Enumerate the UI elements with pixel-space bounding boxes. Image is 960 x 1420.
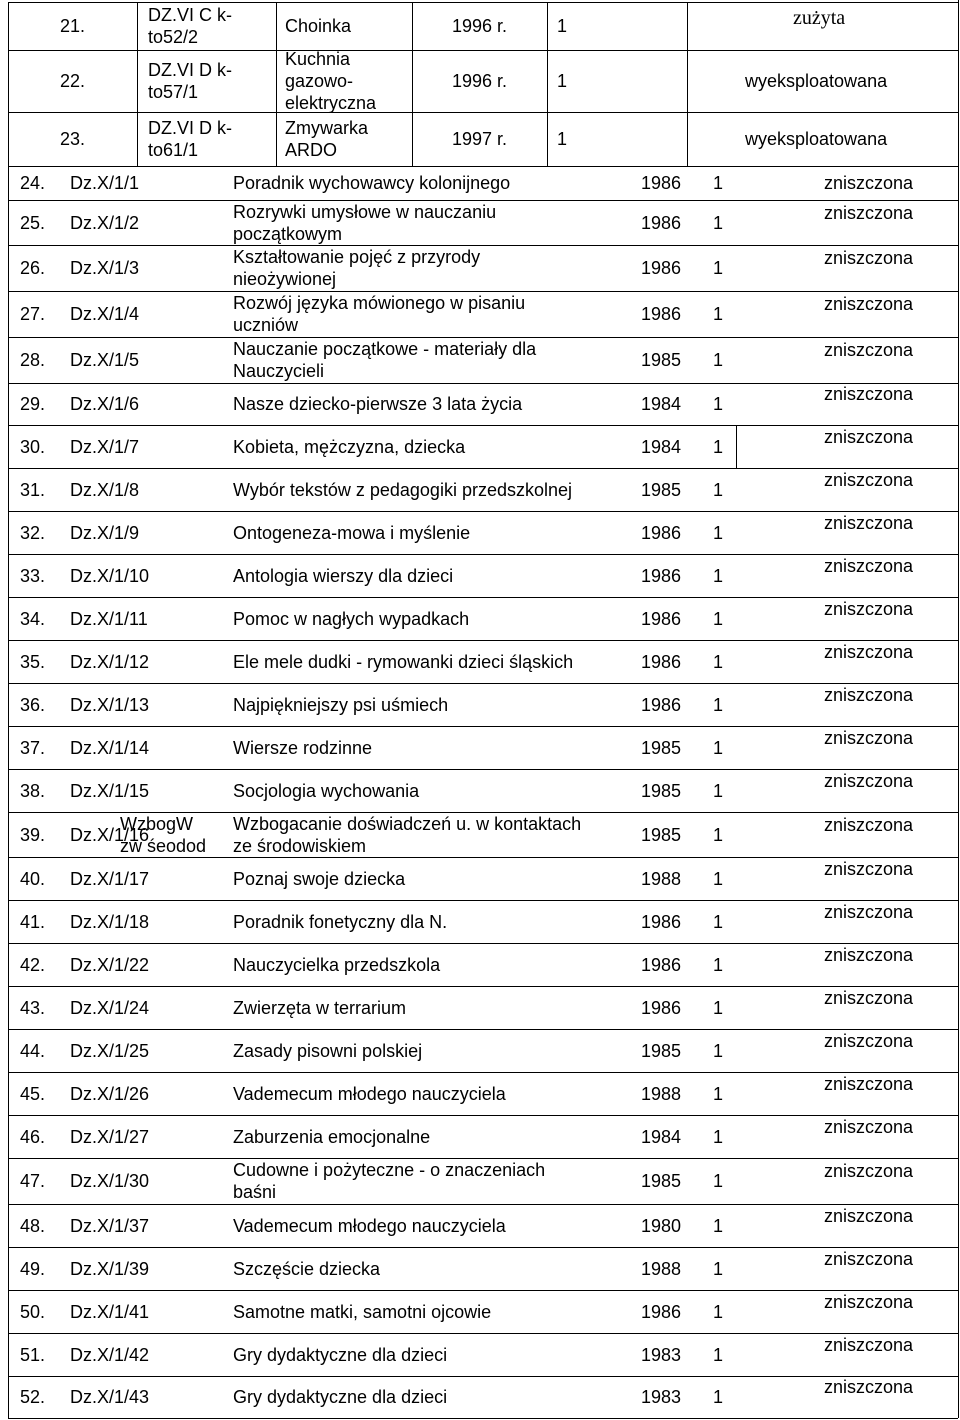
row-status: zniszczona xyxy=(824,814,914,835)
row-status: zniszczona xyxy=(824,987,914,1008)
row-quantity: 1 xyxy=(713,997,724,1018)
row-number: 28. xyxy=(20,350,46,370)
row-quantity: 1 xyxy=(713,350,724,370)
row-status: zniszczona xyxy=(824,598,914,619)
row-status: zniszczona xyxy=(824,426,914,447)
row-signature: Dz.X/1/10 xyxy=(70,565,150,586)
row-title: Gry dydaktyczne dla dzieci xyxy=(233,1387,448,1407)
row-status: zniszczona xyxy=(824,727,914,748)
upper-column-line xyxy=(547,2,548,166)
row-status: wyeksploatowana xyxy=(745,71,888,91)
upper-column-line xyxy=(8,2,9,166)
row-number: 49. xyxy=(20,1258,46,1279)
row-signature: Dz.X/1/37 xyxy=(70,1215,150,1236)
row-status: zniszczona xyxy=(824,1030,914,1051)
row-separator xyxy=(8,1115,958,1116)
row-signature: Dz.X/1/3 xyxy=(70,258,140,278)
row-name: Zmywarka ARDO xyxy=(285,118,369,160)
row-number: 40. xyxy=(20,868,46,889)
row-quantity: 1 xyxy=(713,212,724,233)
row-year: 1988 xyxy=(641,868,682,889)
row-title: Poradnik fonetyczny dla N. xyxy=(233,911,448,932)
row-number: 33. xyxy=(20,565,46,586)
row-separator xyxy=(8,726,958,727)
row-title: Socjologia wychowania xyxy=(233,780,420,801)
row-number: 32. xyxy=(20,522,46,543)
row-year: 1986 xyxy=(641,651,682,672)
row-number: 26. xyxy=(20,258,46,278)
row-signature: Dz.X/1/6 xyxy=(70,394,140,414)
row-quantity: 1 xyxy=(713,304,724,324)
row-title: Gry dydaktyczne dla dzieci xyxy=(233,1344,448,1365)
row-separator xyxy=(8,943,958,944)
row-title: Ele mele dudki - rymowanki dzieci śląskich xyxy=(233,651,574,672)
row-title: Rozwój języka mówionego w pisaniu uczniów xyxy=(233,293,526,335)
row-number: 24. xyxy=(20,173,46,193)
row-year: 1986 xyxy=(641,911,682,932)
row-status: zniszczona xyxy=(824,1116,914,1137)
upper-column-line xyxy=(276,2,277,166)
row-quantity: 1 xyxy=(557,71,568,91)
row-title: Rozrywki umysłowe w nauczaniu początkowym xyxy=(233,201,497,244)
row-year: 1996 r. xyxy=(452,16,508,36)
row-title: Najpiękniejszy psi uśmiech xyxy=(233,694,449,715)
row-number: 48. xyxy=(20,1215,46,1236)
row-status: zniszczona xyxy=(824,1205,914,1226)
row-signature: DZ.VI D k- to57/1 xyxy=(148,60,232,102)
row-quantity: 1 xyxy=(713,1040,724,1061)
row-status: zniszczona xyxy=(824,340,914,360)
row-separator xyxy=(8,683,958,684)
row-title: Samotne matki, samotni ojcowie xyxy=(233,1301,492,1322)
row-separator xyxy=(8,1247,958,1248)
row-separator xyxy=(8,1376,958,1377)
row-separator xyxy=(8,511,958,512)
row-quantity: 1 xyxy=(713,824,724,845)
row-quantity: 1 xyxy=(557,16,568,36)
row-title: Zaburzenia emocjonalne xyxy=(233,1126,431,1147)
row-signature: Dz.X/1/1 xyxy=(70,173,140,193)
row-title: Poznaj swoje dziecka xyxy=(233,868,406,889)
row-quantity: 1 xyxy=(713,737,724,758)
row-status: zniszczona xyxy=(824,469,914,490)
row-signature: Dz.X/1/12 xyxy=(70,651,150,672)
row-separator xyxy=(8,1290,958,1291)
row-title: Antologia wierszy dla dzieci xyxy=(233,565,454,586)
row-year: 1986 xyxy=(641,997,682,1018)
row-separator xyxy=(8,245,958,246)
row-number: 22. xyxy=(60,71,86,91)
row-year: 1983 xyxy=(641,1387,682,1407)
row-status: zniszczona xyxy=(824,555,914,576)
row-status: zniszczona xyxy=(824,901,914,922)
top-border xyxy=(8,2,958,3)
row-number: 39. xyxy=(20,824,46,845)
row-quantity: 1 xyxy=(713,565,724,586)
row-separator xyxy=(8,900,958,901)
row-signature: Dz.X/1/26 xyxy=(70,1083,150,1104)
row-status: zniszczona xyxy=(824,1073,914,1094)
cell-divider xyxy=(736,425,737,468)
row-year: 1984 xyxy=(641,436,682,457)
row-status: zniszczona xyxy=(824,512,914,533)
row-title: Nauczanie początkowe - materiały dla Nauczycieli xyxy=(233,339,537,381)
row-title: Vademecum młodego nauczyciela xyxy=(233,1083,506,1104)
row-year: 1985 xyxy=(641,1171,682,1191)
row-signature: Dz.X/1/7 xyxy=(70,436,140,457)
signature-overlay: WzbogW zw śeodod xyxy=(120,813,207,856)
row-number: 31. xyxy=(20,479,46,500)
row-separator xyxy=(8,554,958,555)
row-number: 27. xyxy=(20,304,46,324)
row-title: Cudowne i pożyteczne - o znaczeniach baśni xyxy=(233,1160,546,1202)
row-year: 1980 xyxy=(641,1215,682,1236)
row-number: 45. xyxy=(20,1083,46,1104)
row-quantity: 1 xyxy=(557,129,568,149)
row-quantity: 1 xyxy=(713,868,724,889)
row-quantity: 1 xyxy=(713,911,724,932)
row-year: 1983 xyxy=(641,1344,682,1365)
row-number: 23. xyxy=(60,129,86,149)
row-title: Kształtowanie pojęć z przyrody nieożywionej xyxy=(233,247,481,289)
row-separator xyxy=(8,383,958,384)
row-signature: Dz.X/1/9 xyxy=(70,522,140,543)
row-year: 1984 xyxy=(641,394,682,414)
row-number: 37. xyxy=(20,737,46,758)
row-separator xyxy=(8,769,958,770)
row-year: 1985 xyxy=(641,737,682,758)
row-number: 51. xyxy=(20,1344,46,1365)
row-signature: Dz.X/1/24 xyxy=(70,997,150,1018)
right-border xyxy=(958,0,959,1418)
row-signature: Dz.X/1/42 xyxy=(70,1344,150,1365)
row-separator xyxy=(8,1204,958,1205)
row-title: Wybór tekstów z pedagogiki przedszkolnej xyxy=(233,479,573,500)
row-number: 42. xyxy=(20,954,46,975)
row-status: zniszczona xyxy=(824,1291,914,1312)
row-number: 41. xyxy=(20,911,46,932)
row-year: 1986 xyxy=(641,1301,682,1322)
row-status: zniszczona xyxy=(824,1161,914,1181)
row-year: 1988 xyxy=(641,1258,682,1279)
row-title: Pomoc w nagłych wypadkach xyxy=(233,608,470,629)
row-year: 1996 r. xyxy=(452,71,508,91)
row-quantity: 1 xyxy=(713,522,724,543)
row-signature: DZ.VI D k- to61/1 xyxy=(148,118,232,160)
row-signature: Dz.X/1/5 xyxy=(70,350,140,370)
row-year: 1986 xyxy=(641,694,682,715)
row-number: 43. xyxy=(20,997,46,1018)
left-border xyxy=(8,166,9,1418)
row-status: zniszczona xyxy=(824,384,914,404)
upper-row-separator-wide xyxy=(276,50,958,51)
row-separator xyxy=(8,468,958,469)
row-number: 25. xyxy=(20,212,46,233)
row-quantity: 1 xyxy=(713,258,724,278)
row-year: 1984 xyxy=(641,1126,682,1147)
row-status: zniszczona xyxy=(824,173,914,193)
row-title: Poradnik wychowawcy kolonijnego xyxy=(233,173,511,193)
row-quantity: 1 xyxy=(713,1344,724,1365)
row-signature: Dz.X/1/13 xyxy=(70,694,150,715)
row-year: 1986 xyxy=(641,522,682,543)
row-separator xyxy=(8,986,958,987)
row-number: 52. xyxy=(20,1387,46,1407)
row-number: 47. xyxy=(20,1171,46,1191)
row-title: Vademecum młodego nauczyciela xyxy=(233,1215,506,1236)
row-status: wyeksploatowana xyxy=(745,129,888,149)
row-year: 1985 xyxy=(641,1040,682,1061)
row-signature: Dz.X/1/17 xyxy=(70,868,150,889)
row-year: 1986 xyxy=(641,608,682,629)
row-year: 1986 xyxy=(641,304,682,324)
row-quantity: 1 xyxy=(713,608,724,629)
row-signature: Dz.X/1/30 xyxy=(70,1171,150,1191)
row-number: 38. xyxy=(20,780,46,801)
row-quantity: 1 xyxy=(713,1387,724,1407)
row-year: 1986 xyxy=(641,954,682,975)
row-quantity: 1 xyxy=(713,1258,724,1279)
row-status: zniszczona xyxy=(824,1248,914,1269)
upper-row-separator xyxy=(8,112,276,113)
row-title: Wiersze rodzinne xyxy=(233,737,373,758)
row-quantity: 1 xyxy=(713,1171,724,1191)
row-quantity: 1 xyxy=(713,1083,724,1104)
row-separator xyxy=(8,1333,958,1334)
row-year: 1985 xyxy=(641,824,682,845)
row-quantity: 1 xyxy=(713,173,724,193)
upper-row-separator-wide xyxy=(276,112,958,113)
row-year: 1986 xyxy=(641,258,682,278)
row-signature: Dz.X/1/8 xyxy=(70,479,140,500)
row-title: Zasady pisowni polskiej xyxy=(233,1040,423,1061)
row-signature: Dz.X/1/15 xyxy=(70,780,150,801)
row-quantity: 1 xyxy=(713,651,724,672)
row-status: zniszczona xyxy=(824,944,914,965)
upper-column-line xyxy=(412,2,413,166)
row-number: 46. xyxy=(20,1126,46,1147)
row-quantity: 1 xyxy=(713,1215,724,1236)
row-number: 35. xyxy=(20,651,46,672)
row-number: 50. xyxy=(20,1301,46,1322)
upper-row-separator xyxy=(8,50,276,51)
row-name: Choinka xyxy=(285,16,352,36)
row-title: Nauczycielka przedszkola xyxy=(233,954,441,975)
row-year: 1988 xyxy=(641,1083,682,1104)
row-separator xyxy=(8,640,958,641)
row-quantity: 1 xyxy=(713,780,724,801)
row-quantity: 1 xyxy=(713,479,724,500)
row-year: 1986 xyxy=(641,565,682,586)
row-number: 29. xyxy=(20,394,46,414)
upper-column-line xyxy=(687,2,688,166)
row-signature: Dz.X/1/41 xyxy=(70,1301,150,1322)
row-quantity: 1 xyxy=(713,954,724,975)
row-status: zniszczona xyxy=(824,248,914,268)
row-signature: Dz.X/1/27 xyxy=(70,1126,150,1147)
row-quantity: 1 xyxy=(713,1301,724,1322)
row-status: zniszczona xyxy=(824,684,914,705)
row-title: Ontogeneza-mowa i myślenie xyxy=(233,522,471,543)
row-separator xyxy=(8,1072,958,1073)
row-signature: Dz.X/1/39 xyxy=(70,1258,150,1279)
upper-bottom-border xyxy=(8,166,958,167)
row-number: 36. xyxy=(20,694,46,715)
row-year: 1986 xyxy=(641,173,682,193)
row-number: 34. xyxy=(20,608,46,629)
row-status: zniszczona xyxy=(824,202,914,223)
row-signature: Dz.X/1/2 xyxy=(70,212,140,233)
row-separator xyxy=(8,857,958,858)
row-signature: DZ.VI C k- to52/2 xyxy=(148,5,232,47)
row-status: zniszczona xyxy=(824,858,914,879)
row-title: Nasze dziecko-pierwsze 3 lata życia xyxy=(233,394,523,414)
row-separator xyxy=(8,1029,958,1030)
row-signature: Dz.X/1/4 xyxy=(70,304,140,324)
row-signature: Dz.X/1/11 xyxy=(70,608,148,629)
row-status: zniszczona xyxy=(824,1377,914,1397)
row-signature: Dz.X/1/25 xyxy=(70,1040,150,1061)
row-title: Wzbogacanie doświadczeń u. w kontaktach ze środowiskiem xyxy=(233,813,582,856)
row-quantity: 1 xyxy=(713,694,724,715)
row-number: 44. xyxy=(20,1040,46,1061)
row-year: 1985 xyxy=(641,780,682,801)
row-signature: Dz.X/1/22 xyxy=(70,954,150,975)
row-number: 30. xyxy=(20,436,46,457)
row-year: 1997 r. xyxy=(452,129,508,149)
upper-column-line xyxy=(137,2,138,166)
row-title: Zwierzęta w terrarium xyxy=(233,997,407,1018)
row-signature: Dz.X/1/14 xyxy=(70,737,150,758)
row-year: 1985 xyxy=(641,479,682,500)
row-quantity: 1 xyxy=(713,1126,724,1147)
row-status: zniszczona xyxy=(824,770,914,791)
row-year: 1985 xyxy=(641,350,682,370)
row-status: zniszczona xyxy=(824,294,914,314)
row-status: zniszczona xyxy=(824,1334,914,1355)
row-quantity: 1 xyxy=(713,436,724,457)
row-number: 21. xyxy=(60,16,86,36)
bottom-border xyxy=(8,1418,958,1419)
row-status: zużyta xyxy=(793,7,846,29)
row-signature: Dz.X/1/18 xyxy=(70,911,150,932)
row-signature: Dz.X/1/16 xyxy=(70,824,150,845)
row-name: Kuchnia gazowo- elektryczna xyxy=(285,49,377,113)
row-separator xyxy=(8,425,958,426)
row-title: Kobieta, mężczyzna, dziecka xyxy=(233,436,466,457)
row-title: Szczęście dziecka xyxy=(233,1258,381,1279)
row-quantity: 1 xyxy=(713,394,724,414)
row-separator xyxy=(8,597,958,598)
row-status: zniszczona xyxy=(824,641,914,662)
row-year: 1986 xyxy=(641,212,682,233)
row-signature: Dz.X/1/43 xyxy=(70,1387,150,1407)
